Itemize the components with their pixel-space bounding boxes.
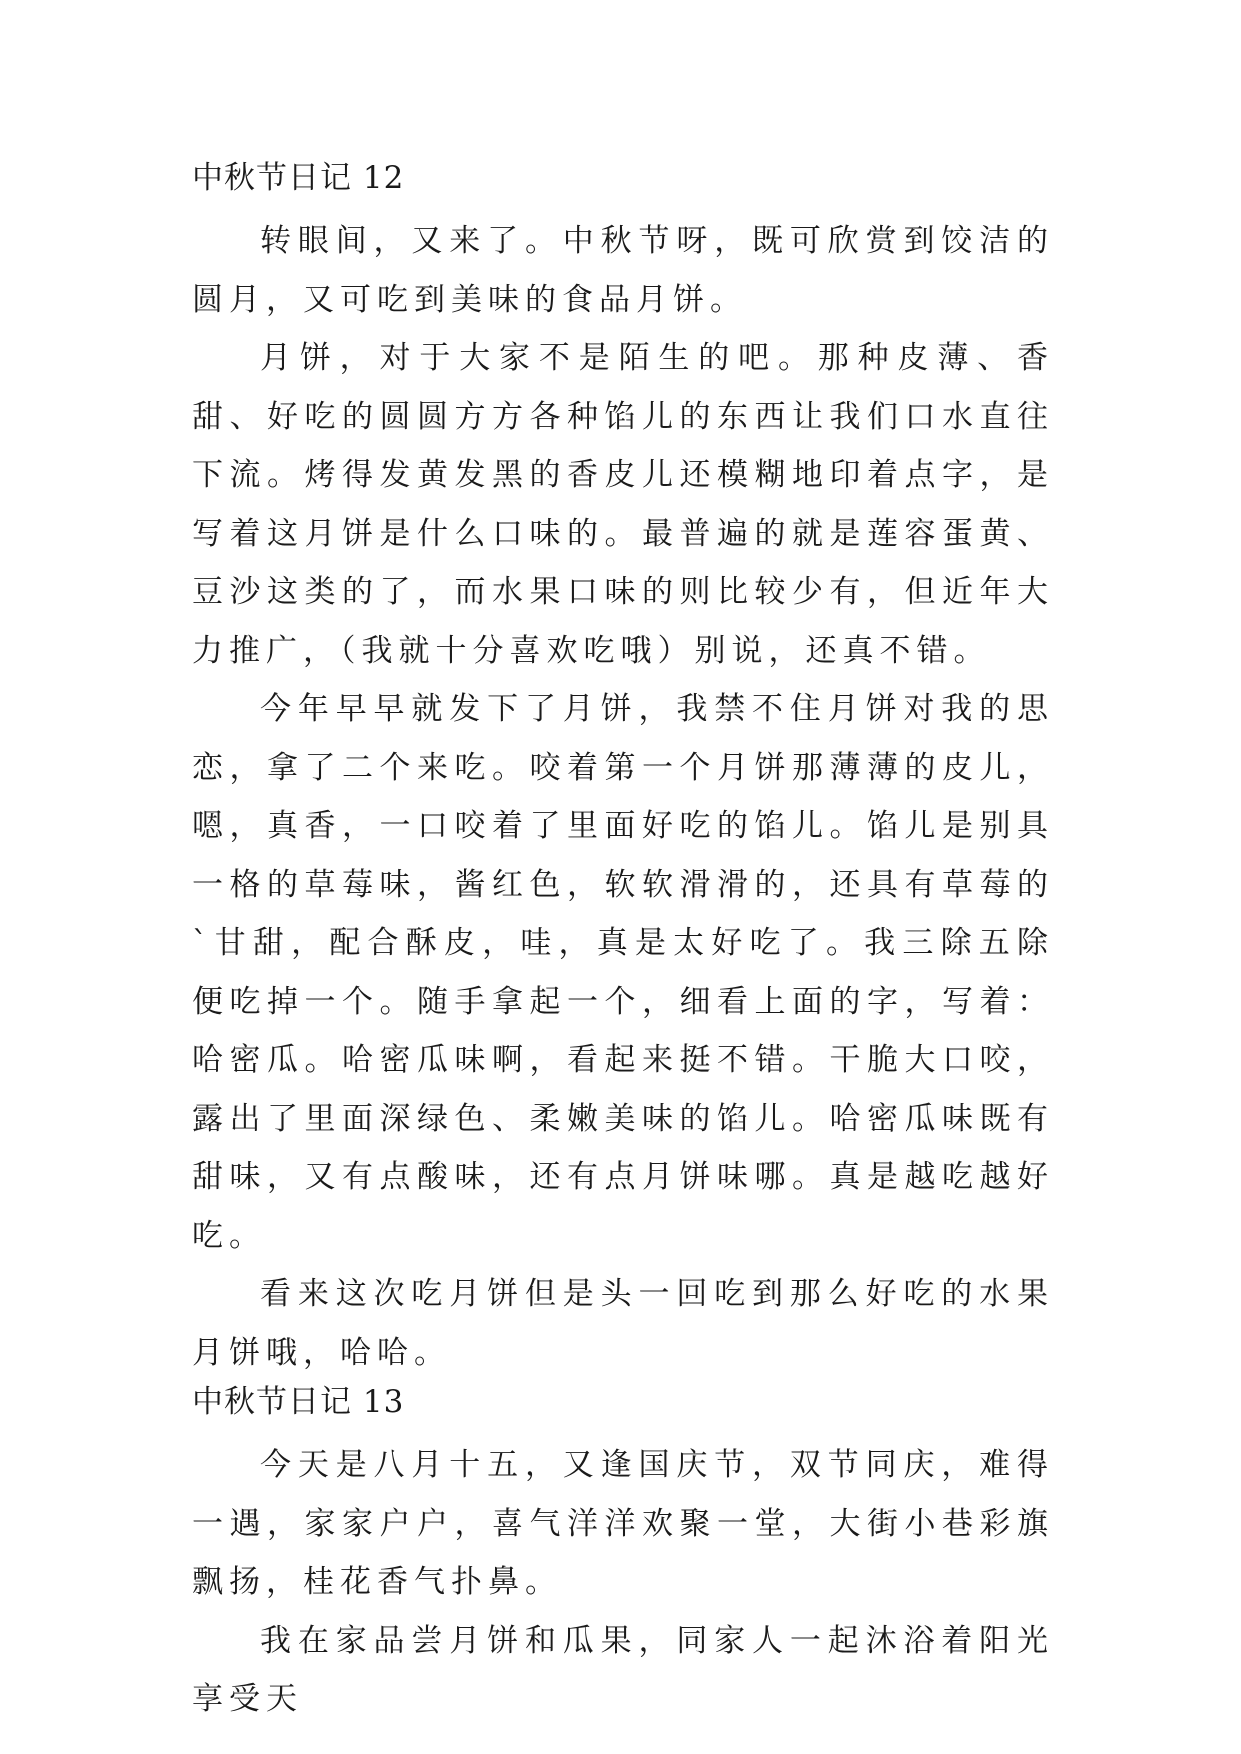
paragraph: 今年早早就发下了月饼，我禁不住月饼对我的思恋，拿了二个来吃。咬着第一个月饼那薄薄的皮儿，嗯，真香，一口咬着了里面好吃的馅儿。馅儿是别具一格的草莓味，酱红色，软软滑滑的，还具有草莓的`甘甜，配合酥皮，哇，真是太好吃了。我三除五除便吃掉一个。随手拿起一个，细看上面的字，写着：哈密瓜。哈密瓜味啊，看起来挺不错。干脆大口咬，露出了里面深绿色、柔嫩美味的馅儿。哈密瓜味既有甜味，又有点酸味，还有点月饼味哪。真是越吃越好吃。 <box>192 691 1054 1254</box>
diary-section-12 <box>192 158 1054 1382</box>
document-page <box>192 158 1054 1729</box>
section-title: 中秋节日记 13 <box>192 1384 405 1420</box>
paragraph: 转眼间，又来了。中秋节呀，既可欣赏到饺洁的圆月，又可吃到美味的食品月饼。 <box>192 223 1054 318</box>
paragraph: 看来这次吃月饼但是头一回吃到那么好吃的水果月饼哦，哈哈。 <box>192 1276 1054 1371</box>
section-title: 中秋节日记 12 <box>192 160 405 196</box>
paragraph: 我在家品尝月饼和瓜果，同家人一起沐浴着阳光享受天 <box>192 1622 1054 1717</box>
paragraph: 今天是八月十五，又逢国庆节，双节同庆，难得一遇，家家户户，喜气洋洋欢聚一堂，大街小巷彩旗飘扬，桂花香气扑鼻。 <box>192 1447 1054 1600</box>
paragraph: 月饼，对于大家不是陌生的吧。那种皮薄、香甜、好吃的圆圆方方各种馅儿的东西让我们口水直往下流。烤得发黄发黑的香皮儿还模糊地印着点字，是写着这月饼是什么口味的。最普遍的就是莲容蛋黄、豆沙这类的了，而水果口味的则比较少有，但近年大力推广，（我就十分喜欢吃哦）别说，还真不错。 <box>192 340 1054 669</box>
diary-section-13 <box>192 1382 1054 1729</box>
